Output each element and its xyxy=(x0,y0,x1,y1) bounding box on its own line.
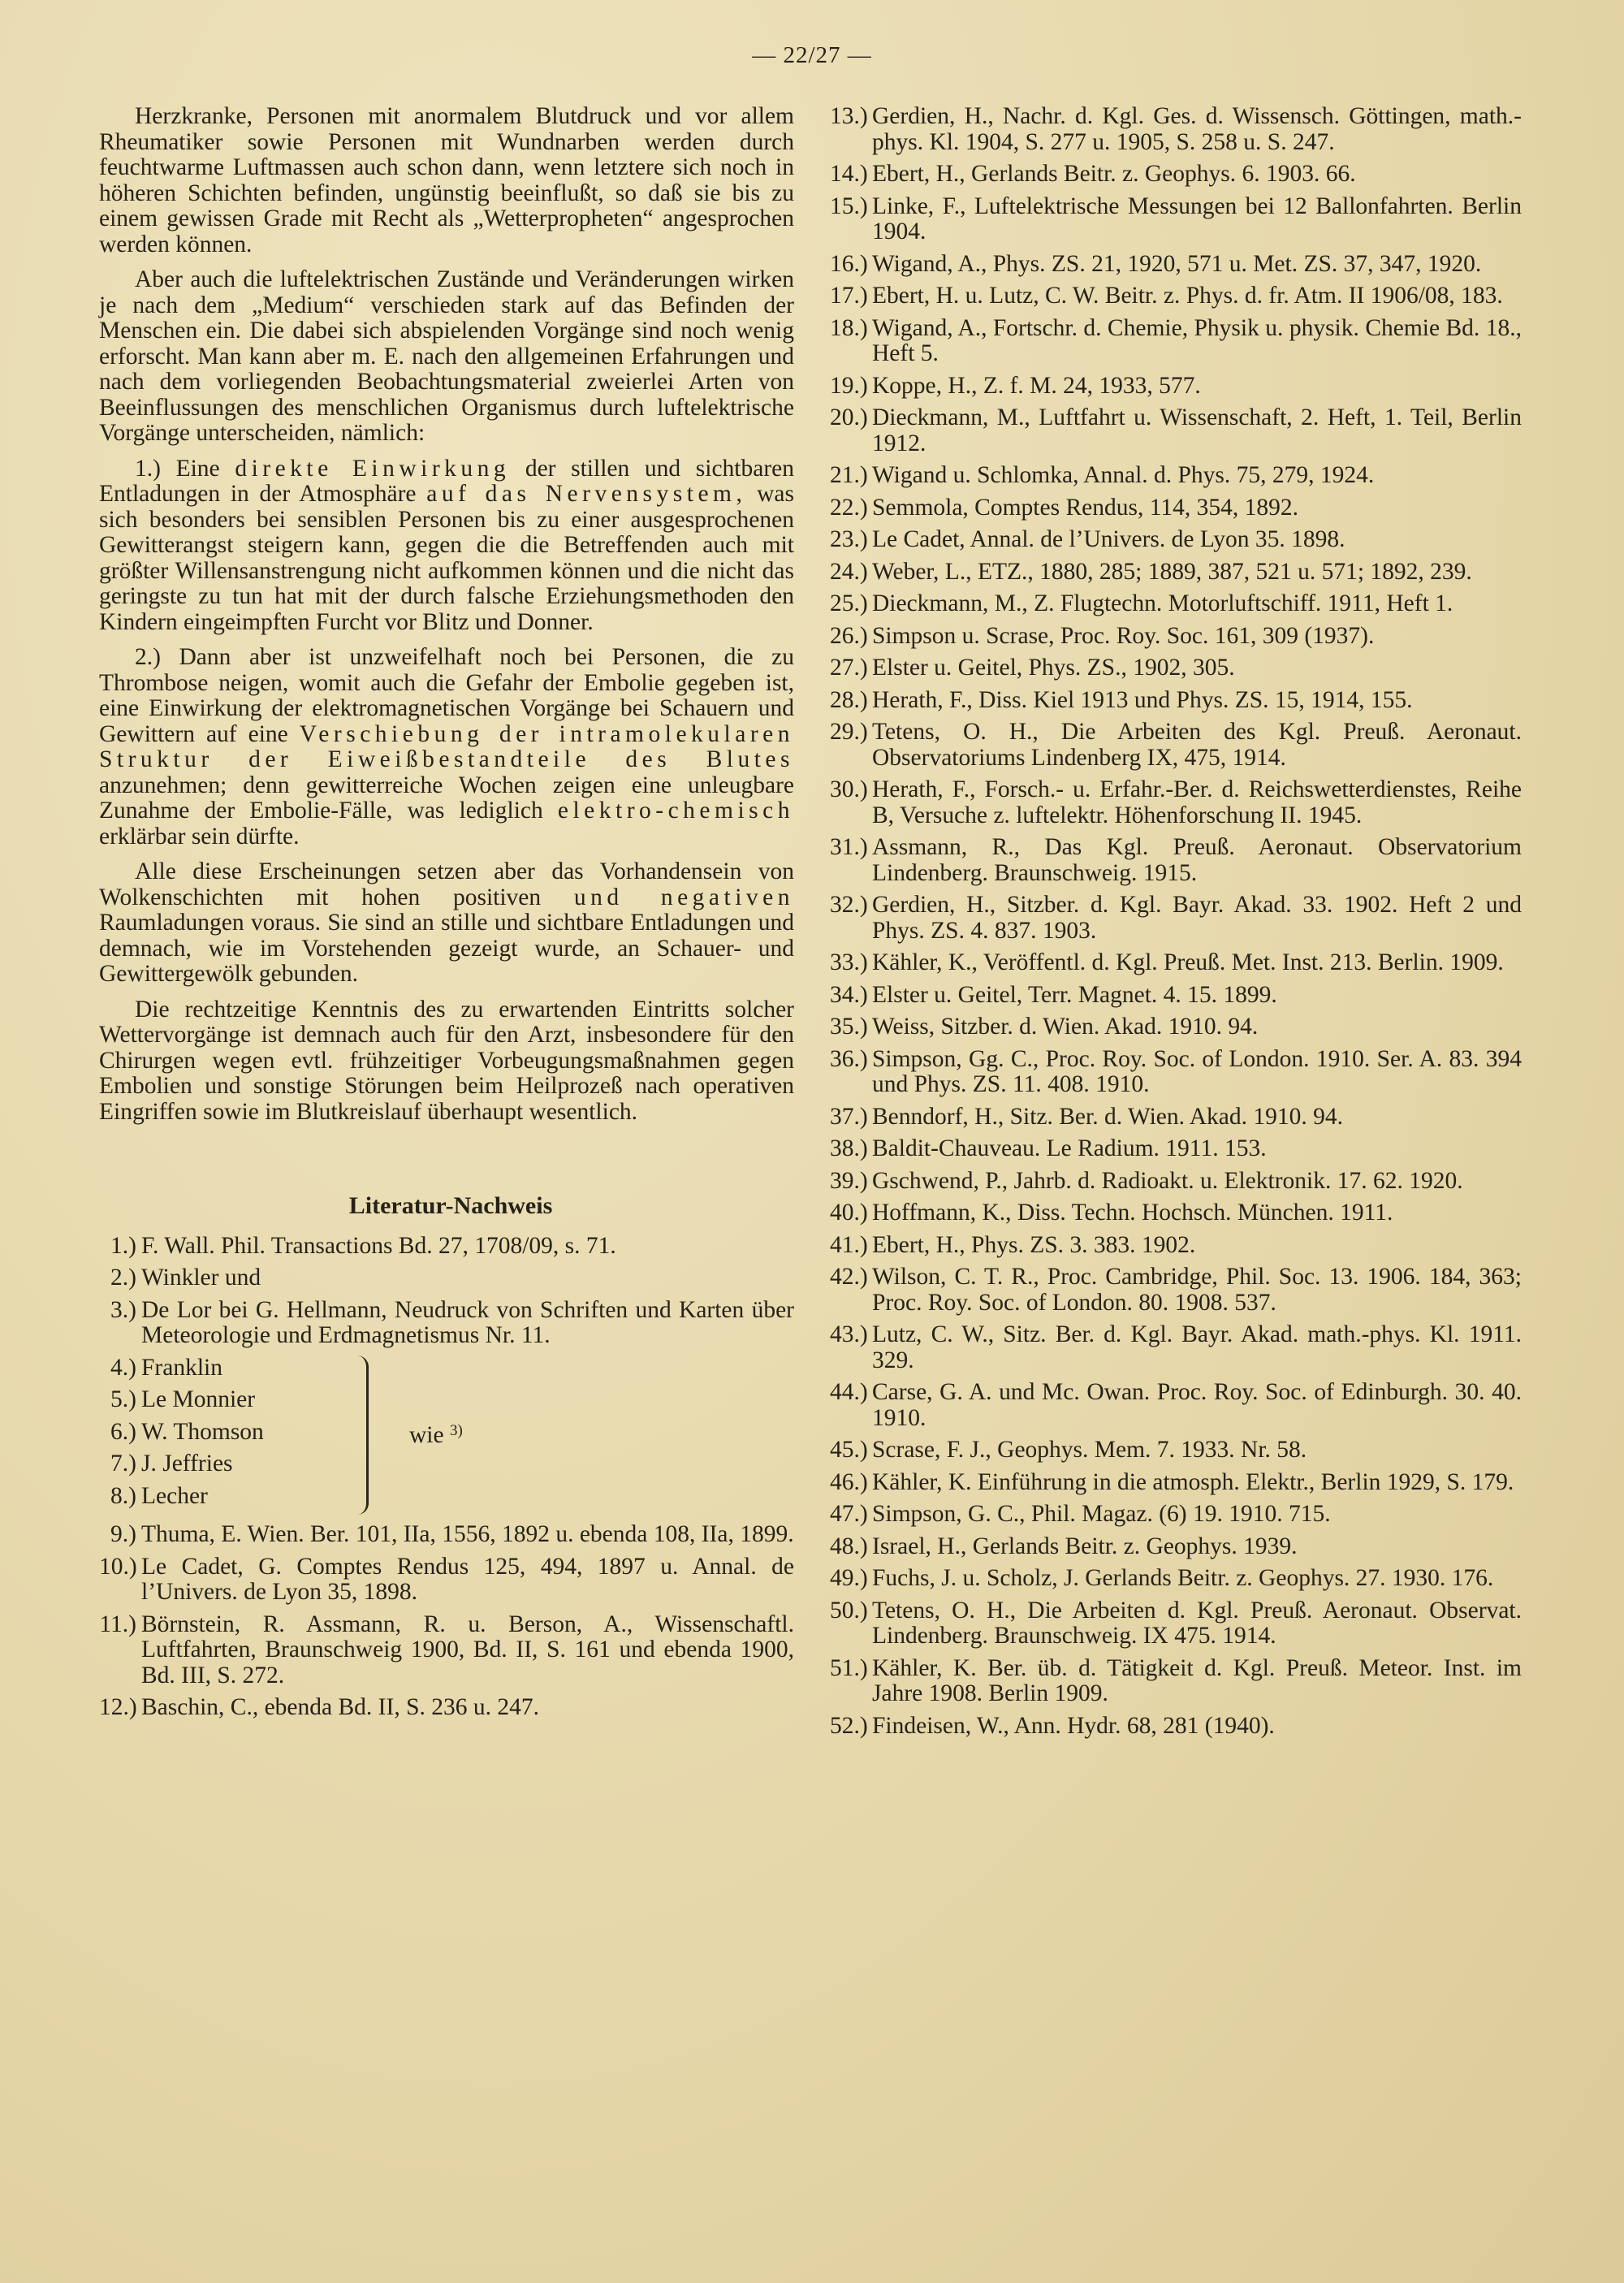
reference-text: Wigand, A., Fortschr. d. Chemie, Physik u. physik. Chemie Bd. 18., Heft 5. xyxy=(872,314,1522,366)
reference-item xyxy=(830,560,1522,586)
reference-item xyxy=(830,1265,1522,1316)
group-label-text: wie xyxy=(409,1421,444,1448)
reference-text: Lutz, C. W., Sitz. Ber. d. Kgl. Bayr. Akad. math.-phys. Kl. 1911. 329. xyxy=(872,1321,1522,1373)
reference-number: 49.) xyxy=(830,1565,868,1591)
reference-item xyxy=(830,1136,1522,1162)
reference-item xyxy=(830,655,1522,681)
reference-text: Le Cadet, G. Comptes Rendus 125, 494, 1897 u. Annal. de l’Univers. de Lyon 35, 1898. xyxy=(141,1553,794,1605)
reference-number: 4.) xyxy=(110,1354,136,1381)
reference-item xyxy=(830,1598,1522,1650)
reference-item xyxy=(830,1322,1522,1373)
reference-number: 8.) xyxy=(110,1482,136,1509)
paragraph-6: Die rechtzeitige Kenntnis des zu erwartenden Eintritts solcher Wettervorgänge ist demnach auch für den Arzt, insbesondere für den Chirurgen wegen evtl. frühzeitiger Vorbeugungsmaßnahmen gegen Embolien und sonstige Störungen beim Heilprozeß nach operativen Eingriffen sowie im Blutkreislauf überhaupt wesentlich. xyxy=(99,996,794,1125)
reference-number: 14.) xyxy=(830,161,868,187)
reference-number: 17.) xyxy=(830,283,868,309)
reference-item xyxy=(830,1200,1522,1226)
reference-item xyxy=(830,835,1522,886)
reference-text: Gerdien, H., Sitzber. d. Kgl. Bayr. Akad. 33. 1902. Heft 2 und Phys. ZS. 4. 837. 1903. xyxy=(872,892,1522,944)
reference-text: Wigand, A., Phys. ZS. 21, 1920, 571 u. Met. ZS. 37, 347, 1920. xyxy=(872,250,1482,277)
reference-text: Dieckmann, M., Z. Flugtechn. Motorluftschiff. 1911, Heft 1. xyxy=(872,590,1453,616)
reference-item xyxy=(830,194,1522,245)
reference-item xyxy=(830,405,1522,456)
reference-item xyxy=(99,1484,349,1510)
reference-number: 48.) xyxy=(830,1533,868,1559)
reference-text: Le Monnier xyxy=(141,1386,256,1412)
reference-number: 1.) xyxy=(110,1232,136,1259)
reference-number: 39.) xyxy=(830,1167,868,1194)
reference-number: 19.) xyxy=(830,372,868,399)
spaced-emphasis: auf das Nervensystem, xyxy=(426,481,747,507)
reference-text: Weiss, Sitzber. d. Wien. Akad. 1910. 94. xyxy=(872,1014,1259,1040)
reference-item xyxy=(99,1234,794,1260)
reference-number: 46.) xyxy=(830,1468,868,1495)
reference-text: Simpson u. Scrase, Proc. Roy. Soc. 161, 309 (1937). xyxy=(872,622,1375,649)
group-label-sup: 3) xyxy=(449,1421,463,1439)
reference-text: J. Jeffries xyxy=(141,1451,233,1477)
reference-item xyxy=(830,1105,1522,1131)
reference-number: 7.) xyxy=(110,1451,136,1477)
reference-item xyxy=(830,1714,1522,1740)
reference-number: 22.) xyxy=(830,494,868,521)
reference-item xyxy=(830,1656,1522,1707)
reference-number: 36.) xyxy=(830,1045,868,1072)
reference-item xyxy=(99,1356,349,1381)
reference-text: Herath, F., Forsch.- u. Erfahr.-Ber. d. Reichswetterdienstes, Reihe B, Versuche z. luftelektr. Höhenforschung II. 1945. xyxy=(872,776,1522,828)
reference-item xyxy=(99,1420,349,1446)
reference-number: 47.) xyxy=(830,1501,868,1527)
reference-number: 5.) xyxy=(110,1386,136,1412)
spaced-emphasis: Verschiebung der intramolekularen Struktur der Eiweißbestandteile des Blutes xyxy=(99,720,794,772)
reference-item xyxy=(830,1233,1522,1259)
reference-number: 25.) xyxy=(830,590,868,616)
reference-text: W. Thomson xyxy=(141,1418,264,1445)
reference-text: Kähler, K. Einführung in die atmosph. Elektr., Berlin 1929, S. 179. xyxy=(872,1468,1514,1495)
text-run: erklärbar sein dürfte. xyxy=(99,823,300,850)
paragraph-2: Aber auch die luftelektrischen Zustände und Veränderungen wirken je nach dem „Medium“ verschieden stark auf das Befinden der Menschen ein. Die dabei sich abspielenden Vorgänge sind noch wenig erforscht. Man kann aber m. E. nach den allgemeinen Erfahrungen und nach dem vorliegenden Beobachtungsmaterial zweierlei Arten von Beeinflussungen des menschlichen Organismus durch luftelektrische Vorgänge unterscheiden, nämlich: xyxy=(99,266,794,446)
reference-text: Baldit-Chauveau. Le Radium. 1911. 153. xyxy=(872,1135,1267,1161)
reference-text: Linke, F., Luftelektrische Messungen bei 12 Ballonfahrten. Berlin 1904. xyxy=(872,192,1522,244)
reference-number: 52.) xyxy=(830,1712,868,1739)
reference-text: De Lor bei G. Hellmann, Neudruck von Schriften und Karten über Meteorologie und Erdmagnetismus Nr. 11. xyxy=(141,1296,794,1348)
paragraph-1: Herzkranke, Personen mit anormalem Blutdruck und vor allem Rheumatiker sowie Personen mit Wundnarben werden durch feuchtwarme Luftmassen auch schon dann, wenn letztere sich noch in höheren Schichten befinden, ungünstig beeinflußt, so daß sie bis zu einem gewissen Grade mit Recht als „Wetterpropheten“ angesprochen werden können. xyxy=(99,103,794,257)
reference-text: F. Wall. Phil. Transactions Bd. 27, 1708/09, s. 71. xyxy=(141,1232,616,1259)
reference-text: Simpson, G. C., Phil. Magaz. (6) 19. 1910. 715. xyxy=(872,1501,1331,1527)
reference-group-label xyxy=(409,1423,463,1449)
reference-number: 51.) xyxy=(830,1654,868,1681)
reference-item xyxy=(830,1014,1522,1040)
reference-text: Tetens, O. H., Die Arbeiten des Kgl. Preuß. Aeronaut. Observatoriums Lindenberg IX, 475, 1914. xyxy=(872,719,1522,771)
reference-item xyxy=(830,1438,1522,1464)
reference-number: 26.) xyxy=(830,622,868,649)
reference-item xyxy=(830,1470,1522,1496)
reference-item xyxy=(99,1387,349,1413)
spaced-emphasis: direkte Einwirkung xyxy=(235,455,511,482)
reference-text: Kähler, K., Veröffentl. d. Kgl. Preuß. Met. Inst. 213. Berlin. 1909. xyxy=(872,949,1504,975)
reference-text: Gschwend, P., Jahrb. d. Radioakt. u. Elektronik. 17. 62. 1920. xyxy=(872,1167,1463,1194)
reference-item xyxy=(830,1534,1522,1560)
reference-text: Findeisen, W., Ann. Hydr. 68, 281 (1940). xyxy=(872,1712,1275,1739)
reference-item xyxy=(830,252,1522,278)
reference-number: 9.) xyxy=(110,1521,136,1547)
reference-text: Koppe, H., Z. f. M. 24, 1933, 577. xyxy=(872,372,1201,399)
reference-text: Tetens, O. H., Die Arbeiten d. Kgl. Preuß. Aeronaut. Observat. Lindenberg. Braunschweig. IX 475. 1914. xyxy=(872,1597,1522,1649)
spaced-emphasis: und negativen xyxy=(573,884,794,910)
reference-text: Baschin, C., ebenda Bd. II, S. 236 u. 247. xyxy=(141,1694,539,1720)
text-run: 1.) Eine xyxy=(135,455,220,482)
brace-icon xyxy=(356,1356,369,1515)
reference-list-a xyxy=(99,1234,794,1349)
reference-item xyxy=(99,1554,794,1606)
reference-text: Winkler und xyxy=(141,1265,261,1291)
reference-number: 20.) xyxy=(830,404,868,430)
reference-text: Thuma, E. Wien. Ber. 101, IIa, 1556, 1892 u. ebenda 108, IIa, 1899. xyxy=(141,1521,794,1547)
reference-item xyxy=(830,316,1522,367)
reference-item xyxy=(830,983,1522,1009)
reference-text: Israel, H., Gerlands Beitr. z. Geophys. 1939. xyxy=(872,1533,1298,1559)
reference-text: Benndorf, H., Sitz. Ber. d. Wien. Akad. 1910. 94. xyxy=(872,1103,1344,1130)
reference-text: Elster u. Geitel, Phys. ZS., 1902, 305. xyxy=(872,655,1235,681)
reference-text: Ebert, H., Gerlands Beitr. z. Geophys. 6. 1903. 66. xyxy=(872,161,1356,187)
reference-number: 32.) xyxy=(830,892,868,918)
text-run: anzunehmen; denn gewitterreiche Wochen zeigen eine unleugbare Zunahme der Embolie-Fälle, was lediglich xyxy=(99,772,794,824)
reference-number: 29.) xyxy=(830,719,868,745)
paragraph-5 xyxy=(99,859,794,988)
reference-list-b xyxy=(99,1522,794,1721)
reference-list-right xyxy=(830,104,1522,1739)
reference-text: Assmann, R., Das Kgl. Preuß. Aeronaut. Observatorium Lindenberg. Braunschweig. 1915. xyxy=(872,834,1522,886)
reference-item xyxy=(830,463,1522,489)
reference-number: 6.) xyxy=(110,1418,136,1445)
reference-text: Hoffmann, K., Diss. Techn. Hochsch. München. 1911. xyxy=(872,1200,1393,1226)
left-column xyxy=(99,104,794,1727)
reference-item xyxy=(830,777,1522,828)
reference-text: Ebert, H. u. Lutz, C. W. Beitr. z. Phys. d. fr. Atm. II 1906/08, 183. xyxy=(872,283,1503,309)
reference-number: 18.) xyxy=(830,314,868,341)
reference-number: 12.) xyxy=(99,1694,137,1720)
reference-number: 15.) xyxy=(830,192,868,219)
reference-group-list xyxy=(99,1356,349,1516)
reference-item xyxy=(830,893,1522,944)
reference-number: 40.) xyxy=(830,1200,868,1226)
reference-item xyxy=(99,1265,794,1291)
reference-number: 45.) xyxy=(830,1437,868,1463)
text-run: Alle diese Erscheinungen setzen aber das Vorhandensein von Wolkenschichten mit hohen positiven xyxy=(99,858,794,910)
reference-number: 44.) xyxy=(830,1379,868,1405)
reference-number: 24.) xyxy=(830,558,868,585)
reference-text: Franklin xyxy=(141,1354,222,1381)
spaced-emphasis: elektro-chemisch xyxy=(557,798,794,824)
reference-number: 27.) xyxy=(830,655,868,681)
reference-item xyxy=(830,283,1522,309)
reference-item xyxy=(830,374,1522,400)
reference-text: Weber, L., ETZ., 1880, 285; 1889, 387, 521 u. 571; 1892, 239. xyxy=(872,558,1472,585)
reference-number: 33.) xyxy=(830,949,868,975)
reference-number: 16.) xyxy=(830,250,868,277)
reference-text: Elster u. Geitel, Terr. Magnet. 4. 15. 1899. xyxy=(872,981,1277,1008)
reference-item xyxy=(830,950,1522,976)
reference-item xyxy=(830,1380,1522,1431)
reference-number: 30.) xyxy=(830,776,868,802)
reference-number: 23.) xyxy=(830,526,868,552)
reference-item xyxy=(99,1695,794,1721)
reference-item xyxy=(830,162,1522,188)
reference-number: 31.) xyxy=(830,834,868,860)
reference-number: 37.) xyxy=(830,1103,868,1130)
reference-item xyxy=(830,104,1522,155)
reference-number: 42.) xyxy=(830,1264,868,1290)
reference-text: Semmola, Comptes Rendus, 114, 354, 1892. xyxy=(872,494,1298,521)
paragraph-3 xyxy=(99,456,794,636)
reference-number: 11.) xyxy=(99,1611,136,1637)
reference-number: 35.) xyxy=(830,1014,868,1040)
reference-text: Wilson, C. T. R., Proc. Cambridge, Phil. Soc. 13. 1906. 184, 363; Proc. Roy. Soc. of London. 80. 1908. 537. xyxy=(872,1264,1522,1316)
reference-item xyxy=(830,720,1522,771)
reference-number: 38.) xyxy=(830,1135,868,1161)
reference-item xyxy=(830,688,1522,714)
reference-item xyxy=(830,1047,1522,1098)
reference-item xyxy=(99,1298,794,1349)
reference-item xyxy=(830,1169,1522,1195)
paragraph-4 xyxy=(99,645,794,850)
reference-text: Simpson, Gg. C., Proc. Roy. Soc. of London. 1910. Ser. A. 83. 394 und Phys. ZS. 11. 408. 1910. xyxy=(872,1045,1522,1097)
reference-number: 43.) xyxy=(830,1321,868,1347)
literature-heading: Literatur-Nachweis xyxy=(348,1192,553,1219)
reference-number: 41.) xyxy=(830,1231,868,1258)
reference-number: 10.) xyxy=(99,1553,137,1580)
reference-text: Scrase, F. J., Geophys. Mem. 7. 1933. Nr. 58. xyxy=(872,1437,1307,1463)
reference-number: 34.) xyxy=(830,981,868,1008)
reference-text: Dieckmann, M., Luftfahrt u. Wissenschaft, 2. Heft, 1. Teil, Berlin 1912. xyxy=(872,404,1522,456)
reference-item xyxy=(99,1451,349,1477)
reference-text: Kähler, K. Ber. üb. d. Tätigkeit d. Kgl. Preuß. Meteor. Inst. im Jahre 1908. Berlin 1909. xyxy=(872,1654,1522,1706)
reference-item xyxy=(830,527,1522,553)
reference-item xyxy=(830,1566,1522,1592)
reference-text: Lecher xyxy=(141,1482,208,1509)
right-column xyxy=(830,104,1522,1745)
reference-item xyxy=(830,1502,1522,1528)
reference-item xyxy=(830,495,1522,521)
reference-item xyxy=(830,591,1522,617)
reference-number: 13.) xyxy=(830,103,868,129)
reference-text: Börnstein, R. Assmann, R. u. Berson, A., Wissenschaftl. Luftfahrten, Braunschweig 1900, Bd. II, S. 161 und ebenda 1900, Bd. III, S. 272. xyxy=(141,1611,794,1688)
reference-text: Gerdien, H., Nachr. d. Kgl. Ges. d. Wissensch. Göttingen, math.-phys. Kl. 1904, S. 277 u. 1905, S. 258 u. S. 247. xyxy=(872,103,1522,155)
text-run: der stillen und sichtbaren Entladungen in der Atmosphäre xyxy=(99,455,794,507)
text-run: was sich besonders bei sensiblen Personen bis zu einer ausgesprochenen Gewitterangst steigern kann, gegen die die Betreffenden auch mit größter Willensanstrengung nicht aufkommen können und die nicht das geringste zu tun hat mit der durch falsche Erziehungsmethoden den Kindern eingeimpften Furcht vor Blitz und Donner. xyxy=(99,481,794,635)
reference-item xyxy=(99,1612,794,1689)
reference-text: Ebert, H., Phys. ZS. 3. 383. 1902. xyxy=(872,1231,1196,1258)
reference-text: Wigand u. Schlomka, Annal. d. Phys. 75, 279, 1924. xyxy=(872,462,1375,488)
reference-item xyxy=(99,1522,794,1548)
reference-number: 21.) xyxy=(830,462,868,488)
reference-group xyxy=(99,1356,794,1516)
reference-text: Le Cadet, Annal. de l’Univers. de Lyon 35. 1898. xyxy=(872,526,1345,552)
reference-number: 50.) xyxy=(830,1597,868,1624)
text-run: 2.) Dann aber ist unzweifelhaft noch bei Personen, die zu Thrombose neigen, womit auch die Gefahr der Embolie gegeben ist, eine Einwirkung der elektromagnetischen Vorgänge bei Schauern und Gewittern auf eine xyxy=(99,644,794,747)
reference-number: 3.) xyxy=(110,1296,136,1323)
text-run: Raumladungen voraus. Sie sind an stille und sichtbare Entladungen und demnach, wie im Vorstehenden gezeigt wurde, an Schauer- und Gewittergewölk gebunden. xyxy=(99,910,794,987)
reference-item xyxy=(830,624,1522,650)
reference-text: Carse, G. A. und Mc. Owan. Proc. Roy. Soc. of Edinburgh. 30. 40. 1910. xyxy=(872,1379,1522,1431)
reference-text: Herath, F., Diss. Kiel 1913 und Phys. ZS. 15, 1914, 155. xyxy=(872,686,1413,713)
reference-number: 2.) xyxy=(110,1265,136,1291)
reference-text: Fuchs, J. u. Scholz, J. Gerlands Beitr. z. Geophys. 27. 1930. 176. xyxy=(872,1565,1494,1591)
reference-number: 28.) xyxy=(830,686,868,713)
page-number: — 22/27 — xyxy=(752,42,872,68)
